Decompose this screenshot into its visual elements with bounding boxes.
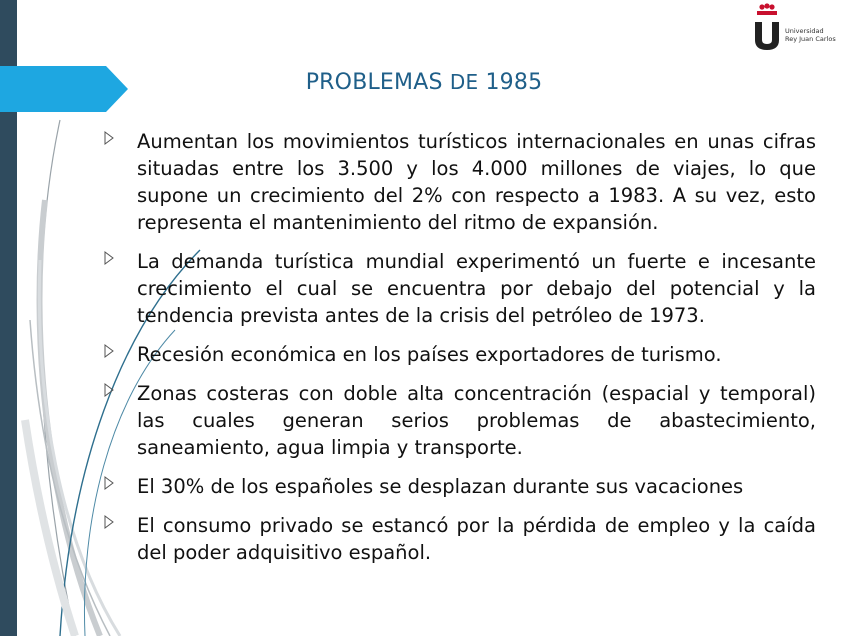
list-item: [104, 512, 816, 566]
bullet-text: El consumo privado se estancó por la pérdida de empleo y la caída del poder adquisitivo español.: [137, 514, 816, 564]
logo-line1: Universidad: [785, 27, 824, 35]
list-item: [104, 341, 816, 368]
bullet-text: Aumentan los movimientos turísticos internacionales en unas cifras situadas entre los 3.500 y los 4.000 millones de viajes, lo que supone un crecimiento del 2% con respecto a 1983. A su vez, esto representa el mantenimiento del ritmo de expansión.: [137, 130, 816, 234]
bullet-list: [104, 128, 816, 578]
bullet-arrow-icon: [104, 251, 114, 265]
title-year: 1985: [485, 70, 543, 95]
bullet-arrow-icon: [104, 515, 114, 529]
bullet-arrow-icon: [104, 344, 114, 358]
logo-line2: Rey Juan Carlos: [785, 35, 836, 43]
bullet-text: Recesión económica en los países exportadores de turismo.: [137, 343, 722, 366]
bullet-text: Zonas costeras con doble alta concentración (espacial y temporal) las cuales generan serios problemas de abastecimiento, saneamiento, agua limpia y transporte.: [137, 382, 816, 459]
title-de: DE: [449, 70, 479, 94]
list-item: [104, 380, 816, 461]
bullet-text: La demanda turística mundial experimentó un fuerte e incesante crecimiento el cual se encuentra por debajo del potencial y la tendencia prevista antes de la crisis del petróleo de 1973.: [137, 250, 816, 327]
logo-text: [785, 27, 836, 43]
list-item: [104, 128, 816, 236]
slide-title: [0, 70, 848, 95]
bullet-arrow-icon: [104, 131, 114, 145]
title-prefix: PROBLEMAS: [305, 70, 443, 95]
bullet-arrow-icon: [104, 383, 114, 397]
list-item: [104, 248, 816, 329]
list-item: [104, 473, 816, 500]
bullet-text: El 30% de los españoles se desplazan durante sus vacaciones: [137, 475, 744, 498]
bullet-arrow-icon: [104, 476, 114, 490]
